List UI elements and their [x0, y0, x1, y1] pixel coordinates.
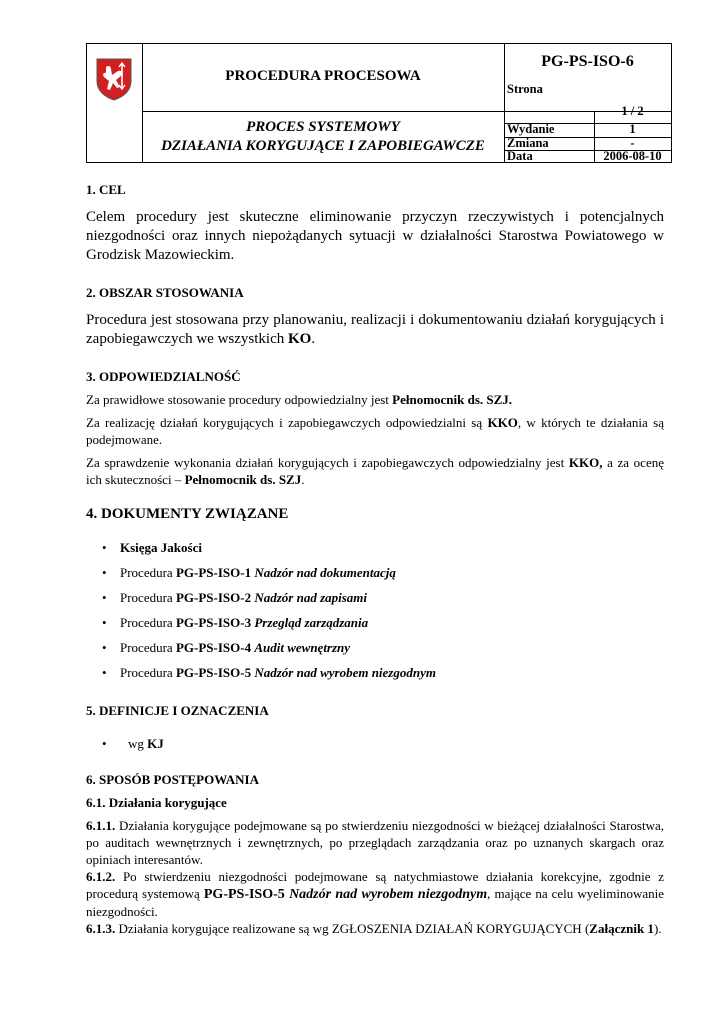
section-3-paragraph-1: Za prawidłowe stosowanie procedury odpowiedzialny jest Pełnomocnik ds. SZJ. — [86, 392, 513, 407]
ko-abbrev: KO — [288, 331, 312, 347]
bullet-icon: • — [102, 640, 107, 655]
date-value: 2006-08-10 — [603, 149, 662, 163]
paragraph-6-1-1: 6.1.1. Działania korygujące podejmowane są po stwierdzeniu niezgodności w bieżącej działalności Starostwa, po auditach wewnętrznych i zewnętrznych, po przeglądach zarządzania oraz po uznanych skargach oraz opiniach interesantów. — [86, 818, 664, 867]
header-table — [86, 43, 672, 163]
bullet-icon: • — [102, 665, 107, 680]
list-item: • Procedura PG-PS-ISO-4 Audit wewnętrzny — [102, 640, 351, 655]
subsection-6-1-heading: 6.1. Działania korygujące — [86, 795, 227, 810]
list-item: • Procedura PG-PS-ISO-3 Przegląd zarządzania — [102, 615, 369, 630]
document-body — [86, 182, 664, 937]
change-value: - — [630, 136, 635, 150]
section-5-heading: 5. DEFINICJE I OZNACZENIA — [86, 703, 269, 718]
list-item: • wg KJ — [102, 736, 164, 751]
section-2-text: Procedura jest stosowana przy planowaniu, realizacji i dokumentowaniu działań korygujących i zapobiegawczych we wszystkich KO. — [86, 312, 664, 347]
list-item: • Księga Jakości — [102, 540, 202, 555]
procedure-code: PG-PS-ISO-6 — [541, 53, 634, 70]
bullet-icon: • — [102, 565, 107, 580]
section-3-heading: 3. ODPOWIEDZIALNOŚĆ — [86, 369, 241, 384]
bullet-icon: • — [102, 540, 107, 555]
section-1-heading: 1. CEL — [86, 182, 126, 197]
document-type-title: PROCEDURA PROCESOWA — [225, 68, 421, 84]
list-item: • Procedura PG-PS-ISO-1 Nadzór nad dokumentacją — [102, 565, 396, 580]
page-value: 1 / 2 — [621, 104, 644, 118]
paragraph-6-1-2: 6.1.2. Po stwierdzeniu niezgodności podejmowane są natychmiastowe działania korekcyjne, zgodnie z procedurą systemową PG-PS-ISO-5 Nadzór nad wyrobem niezgodnym, mające na celu wyeliminowanie niezgodności. — [86, 869, 665, 919]
process-title-line-2: DZIAŁANIA KORYGUJĄCE I ZAPOBIEGAWCZE — [161, 138, 485, 154]
section-3-paragraph-3: Za sprawdzenie wykonania działań korygujących i zapobiegawczych odpowiedzialny jest KKO, a za ocenę ich skuteczności – Pełnomocnik ds. SZJ. — [86, 455, 664, 487]
list-item: • Procedura PG-PS-ISO-2 Nadzór nad zapisami — [102, 590, 368, 605]
bullet-icon: • — [102, 736, 107, 751]
process-title-line-1: PROCES SYSTEMOWY — [246, 119, 400, 135]
definitions-list — [102, 735, 664, 752]
section-4-heading: 4. DOKUMENTY ZWIĄZANE — [86, 506, 289, 522]
edition-value: 1 — [629, 122, 636, 136]
section-3-paragraph-2: Za realizację działań korygujących i zapobiegawczych odpowiedzialni są KKO, w których te działania są podejmowane. — [86, 415, 664, 447]
section-2-heading: 2. OBSZAR STOSOWANIA — [86, 285, 244, 300]
bullet-icon: • — [102, 590, 107, 605]
date-label: Data — [507, 149, 533, 163]
related-documents-list — [102, 539, 664, 681]
section-1-text: Celem procedury jest skuteczne eliminowanie przyczyn rzeczywistych i potencjalnych niezgodności oraz innych niepożądanych sytuacji w działalności Starostwa Powiatowego w Grodzisk Mazowieckim. — [86, 209, 664, 263]
section-6-heading: 6. SPOSÓB POSTĘPOWANIA — [86, 772, 260, 787]
paragraph-6-1-3: 6.1.3. Działania korygujące realizowane są wg ZGŁOSZENIA DZIAŁAŃ KORYGUJĄCYCH (Załącznik 1). — [86, 921, 662, 936]
bullet-icon: • — [102, 615, 107, 630]
coat-of-arms-icon — [95, 57, 133, 101]
edition-label: Wydanie — [507, 122, 555, 136]
change-label: Zmiana — [507, 136, 549, 150]
list-item: • Procedura PG-PS-ISO-5 Nadzór nad wyrobem niezgodnym — [102, 665, 436, 680]
page-label: Strona — [507, 82, 543, 96]
